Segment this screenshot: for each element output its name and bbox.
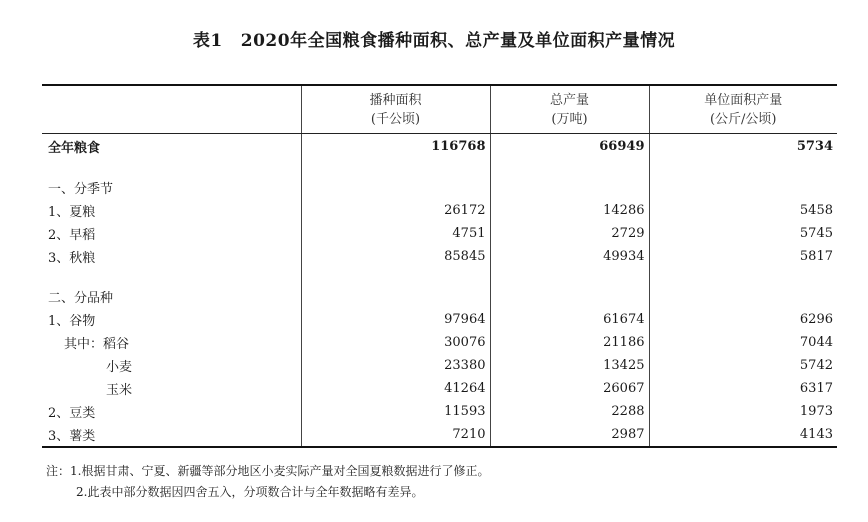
cell-yield: 5734 xyxy=(649,134,837,160)
cell-area: 4751 xyxy=(301,222,490,245)
cell-area: 85845 xyxy=(301,245,490,268)
row-label: 玉米 xyxy=(106,383,133,398)
table-row xyxy=(42,423,837,447)
cell-yield: 6317 xyxy=(649,377,837,400)
table-notes xyxy=(46,461,489,503)
cell-yield: 4143 xyxy=(649,423,837,447)
spacer-row xyxy=(42,159,837,176)
cell-area: 116768 xyxy=(301,134,490,160)
table-title: 2020年全国粮食播种面积、总产量及单位面积产量情况 xyxy=(240,31,676,51)
section-title-row xyxy=(42,176,837,199)
table-row xyxy=(42,222,837,245)
page-title xyxy=(0,26,868,51)
cell-area: 30076 xyxy=(301,331,490,354)
table-row xyxy=(42,354,837,377)
note-line: 注：1.根据甘肃、宁夏、新疆等部分地区小麦实际产量对全国夏粮数据进行了修正。 xyxy=(46,464,490,478)
col-header-output-unit: (万吨) xyxy=(551,111,588,127)
row-label: 其中：稻谷 xyxy=(64,337,130,352)
cell-output: 61674 xyxy=(490,308,649,331)
row-label: 2、早稻 xyxy=(48,228,96,243)
spacer-row xyxy=(42,268,837,285)
cell-area: 23380 xyxy=(301,354,490,377)
cell-output: 2729 xyxy=(490,222,649,245)
table-row xyxy=(42,331,837,354)
section-title: 二、分品种 xyxy=(48,291,114,306)
cell-yield: 6296 xyxy=(649,308,837,331)
table-row xyxy=(42,199,837,222)
cell-yield: 5745 xyxy=(649,222,837,245)
table-row-total xyxy=(42,134,837,160)
cell-yield: 1973 xyxy=(649,400,837,423)
table-row xyxy=(42,377,837,400)
note-line: 2.此表中部分数据因四舍五入，分项数合计与全年数据略有差异。 xyxy=(76,485,424,499)
section-title: 一、分季节 xyxy=(48,182,114,197)
grain-table xyxy=(42,84,837,448)
cell-area: 7210 xyxy=(301,423,490,447)
col-header-area-unit: (千公顷) xyxy=(370,111,421,127)
cell-area: 41264 xyxy=(301,377,490,400)
row-label: 全年粮食 xyxy=(48,141,101,156)
col-header-yield xyxy=(649,85,837,134)
table-row xyxy=(42,400,837,423)
row-label: 1、谷物 xyxy=(48,314,96,329)
cell-yield: 5817 xyxy=(649,245,837,268)
cell-yield: 5742 xyxy=(649,354,837,377)
col-header-area-name: 播种面积 xyxy=(369,92,422,108)
col-header-yield-unit: (公斤/公顷) xyxy=(709,111,777,127)
cell-area: 97964 xyxy=(301,308,490,331)
table-number: 表1 xyxy=(192,31,223,51)
cell-output: 26067 xyxy=(490,377,649,400)
cell-output: 66949 xyxy=(490,134,649,160)
cell-area: 26172 xyxy=(301,199,490,222)
cell-output: 14286 xyxy=(490,199,649,222)
table-header-row xyxy=(42,85,837,134)
col-header-yield-name: 单位面积产量 xyxy=(704,92,783,108)
cell-output: 49934 xyxy=(490,245,649,268)
row-label: 3、薯类 xyxy=(42,423,301,447)
col-header-output xyxy=(490,85,649,134)
cell-output: 2288 xyxy=(490,400,649,423)
table-row xyxy=(42,245,837,268)
cell-output: 13425 xyxy=(490,354,649,377)
row-label: 1、夏粮 xyxy=(48,205,96,220)
cell-yield: 5458 xyxy=(649,199,837,222)
row-label: 2、豆类 xyxy=(48,406,96,421)
row-label: 小麦 xyxy=(106,360,133,375)
col-header-output-name: 总产量 xyxy=(549,92,589,108)
row-label: 3、秋粮 xyxy=(48,251,96,266)
header-blank xyxy=(42,85,301,134)
cell-output: 21186 xyxy=(490,331,649,354)
section-title-row xyxy=(42,285,837,308)
cell-yield: 7044 xyxy=(649,331,837,354)
cell-area: 11593 xyxy=(301,400,490,423)
table-row xyxy=(42,308,837,331)
col-header-area xyxy=(301,85,490,134)
cell-output: 2987 xyxy=(490,423,649,447)
